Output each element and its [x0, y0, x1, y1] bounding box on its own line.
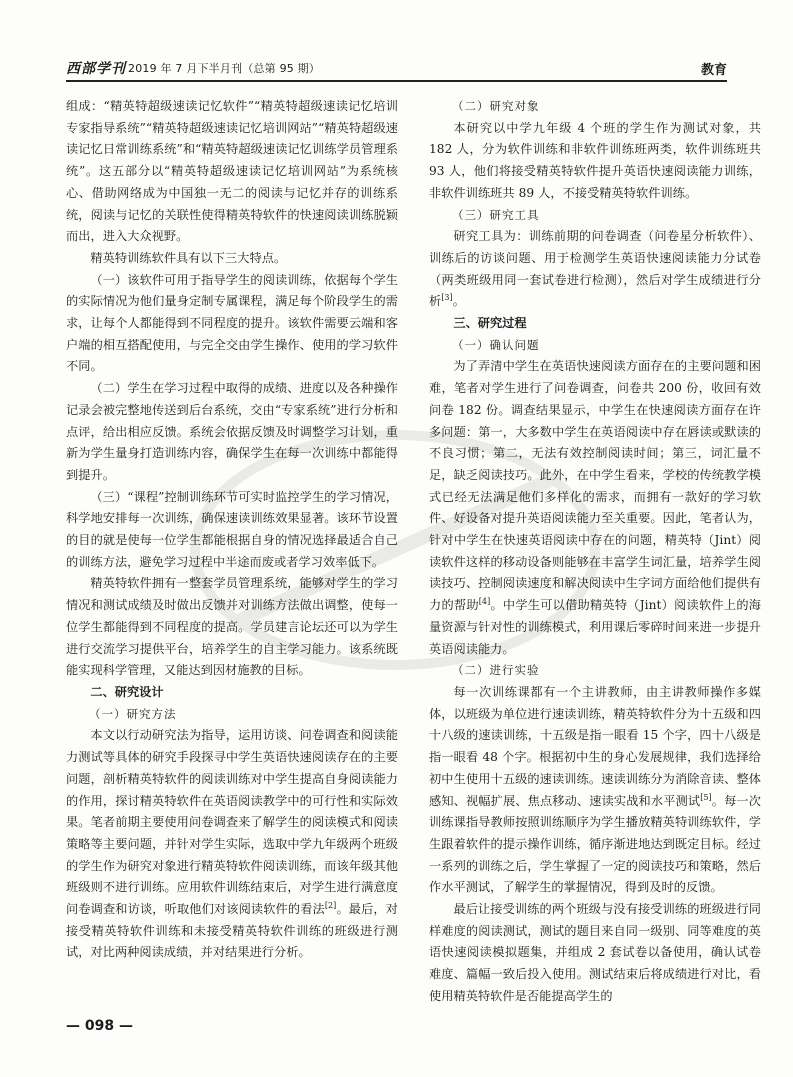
paragraph: （一）该软件可用于指导学生的阅读训练，依据每个学生的实际情况为他们量身定制专属课程，满足每个阶段学生的需求，让每个人都能得到不同程度的提升。该软件需要云端和客户端的相互搭配使用，与完全交由学生操作、使用的学习软件不同。 [66, 272, 398, 374]
citation: [3] [441, 293, 453, 303]
citation: [2] [324, 901, 337, 911]
paragraph-text: 本文以行动研究法为指导，运用访谈、问卷调查和阅读能力测试等具体的研究手段探寻中学生英语快速阅读存在的主要问题，剖析精英特软件的阅读训练对中学生提高自身阅读能力的作用，探讨精英特软件在英语阅读教学中的可行性和实际效果。笔者前期主要使用问卷调查来了解学生的阅读模式和阅读策略等主要问题，并针对学生实际，选取中学九年级两个班级的学生作为研究对象进行精英特软件阅读训练，而该年级其他班级则不进行训练。应用软件训练结束后，对学生进行满意度问卷调查和访谈，听取他们对该阅读软件的看法 [66, 728, 398, 917]
paragraph: 最后让接受训练的两个班级与没有接受训练的班级进行同样难度的阅读测试，测试的题目来自同一级别、同等难度的英语快速阅读模拟题集，并组成 2 套试卷以备使用，确认试卷难度、篇幅一致后投入使用。测试结束后将成绩进行对比，看使用精英特软件是否能提高学生的 [429, 902, 761, 1003]
journal-logo: 西部学刊 [66, 61, 126, 77]
journal-info [66, 58, 320, 78]
paragraph-text: 。每一次训练课指导教师按照训练顺序为学生播放精英特训练软件，学生跟着软件的提示操作训练，循序渐进地达到既定目标。经过一系列的训练之后，学生掌握了一定的阅读技巧和策略，然后作水平测试，了解学生的掌握情况，得到及时的反馈。 [429, 793, 761, 895]
paragraph [429, 356, 761, 660]
paragraph-text: 为了弄清中学生在英语快速阅读方面存在的主要问题和困难，笔者对学生进行了问卷调查，问卷共 200 份，收回有效问卷 182 份。调查结果显示，中学生在快速阅读方面存在许多问题：第一，大多数中学生在英语阅读中存在唇读或默读的不良习惯；第二，无法有效控制阅读时间；第三，词汇量不足，缺乏阅读技巧。此外，在中学生看来，学校的传统教学模式已经无法满足他们多样化的需求，而拥有一款好的学习软件、好设备对提升英语阅读能力至关重要。因此，笔者认为，针对中学生在快速英语阅读中存在的问题，精英特（Jint）阅读软件这样的移动设备则能够在丰富学生词汇量，培养学生阅读技巧、控制阅读速度和解决阅读中生字词方面给他们提供有力的帮助 [429, 359, 761, 613]
page-number: — 098 — [66, 1018, 133, 1034]
citation: [4] [478, 597, 491, 607]
left-column [66, 96, 398, 964]
paragraph-text: 。最后，对接受精英特软件训练和未接受精英特软件训练的班级进行测试，对比两种阅读成绩，并对结果进行分析。 [66, 902, 398, 960]
paragraph-text: 。 [452, 294, 465, 309]
paragraph [66, 725, 398, 964]
paragraph [429, 226, 761, 313]
paragraph-text: 研究工具为：训练前期的问卷调查（问卷星分析软件）、训练后的访谈问题、用于检测学生英语快速阅读能力分试卷（两类班级用同一套试卷进行检测），然后对学生成绩进行分析 [429, 229, 761, 309]
subsection-heading: （二）进行实验 [452, 663, 540, 678]
paragraph: 精英特训练软件具有以下三大特点。 [90, 250, 287, 265]
section-heading: 三、研究过程 [453, 316, 527, 331]
paragraph: 精英特软件拥有一整套学员管理系统，能够对学生的学习情况和测试成绩及时做出反馈并对训练方法做出调整，使每一位学生都能得到不同程度的提高。学员建言论坛还可以为学生进行交流学习提供平台，培养学生的自主学习能力。该系统既能实现科学管理，又能达到因材施教的目标。 [66, 576, 398, 678]
paragraph: （二）学生在学习过程中取得的成绩、进度以及各种操作记录会被完整地传送到后台系统，交由“专家系统”进行分析和点评，给出相应反馈。系统会依据反馈及时调整学习计划，重新为学生量身打造训练内容，确保学生在每一次训练中都能得到提升。 [66, 381, 398, 482]
subsection-heading: （一）研究方法 [89, 706, 177, 721]
subsection-heading: （三）研究工具 [452, 207, 540, 222]
section-heading: 二、研究设计 [90, 684, 164, 699]
paragraph: 组成：“精英特超级速读记忆软件”“精英特超级速读记忆培训专家指导系统”“精英特超级速读记忆培训网站”“精英特超级速读记忆日常训练系统”和“精英特超级速读记忆训练学员管理系统”。这五部分以“精英特超级速读记忆培训网站”为系统核心、借助网络成为中国独一无二的阅读与记忆并存的训练系统，阅读与记忆的关联性使得精英特软件的快速阅读训练脱颖而出，进入大众视野。 [66, 99, 398, 244]
subsection-heading: （二）研究对象 [452, 99, 540, 113]
paragraph: 本研究以中学九年级 4 个班的学生作为测试对象，共 182 人，分为软件训练和非软件训练班两类，软件训练班共 93 人，他们将接受精英特软件提升英语快速阅读能力训练，非软件训练班共 89 人，不接受精英特软件训练。 [429, 120, 761, 200]
paragraph-text: 每一次训练课都有一个主讲教师，由主讲教师操作多媒体，以班级为单位进行速读训练，精英特软件分为十五级和四十八级的速读训练，十五级是指一眼看 15 个字，四十八级是指一眼看 48 个字。根据初中生的身心发展规律，我们选择给初中生使用十五级的速读训练。速读训练分为消除音读、整体感知、视幅扩展、焦点移动、速读实战和水平测试 [429, 684, 761, 808]
page-header [66, 56, 727, 82]
section-label: 教育 [700, 62, 727, 78]
citation: [5] [700, 792, 712, 802]
issue-info: 2019 年 7 月下半月刊（总第 95 期） [128, 62, 321, 75]
paragraph [429, 682, 761, 899]
paragraph: （三）“课程”控制训练环节可实时监控学生的学习情况，科学地安排每一次训练，确保速读训练效果显著。该环节设置的目的就是使每一位学生都能根据自身的情况选择最适合自己的训练方法，避免学习过程中半途而废或者学习效率低下。 [66, 489, 398, 569]
right-column [429, 96, 761, 1008]
subsection-heading: （一）确认问题 [452, 337, 540, 352]
paragraph-text: 。中学生可以借助精英特（Jint）阅读软件上的海量资源与针对性的训练模式，利用课后零碎时间来进一步提升英语阅读能力。 [429, 598, 761, 656]
